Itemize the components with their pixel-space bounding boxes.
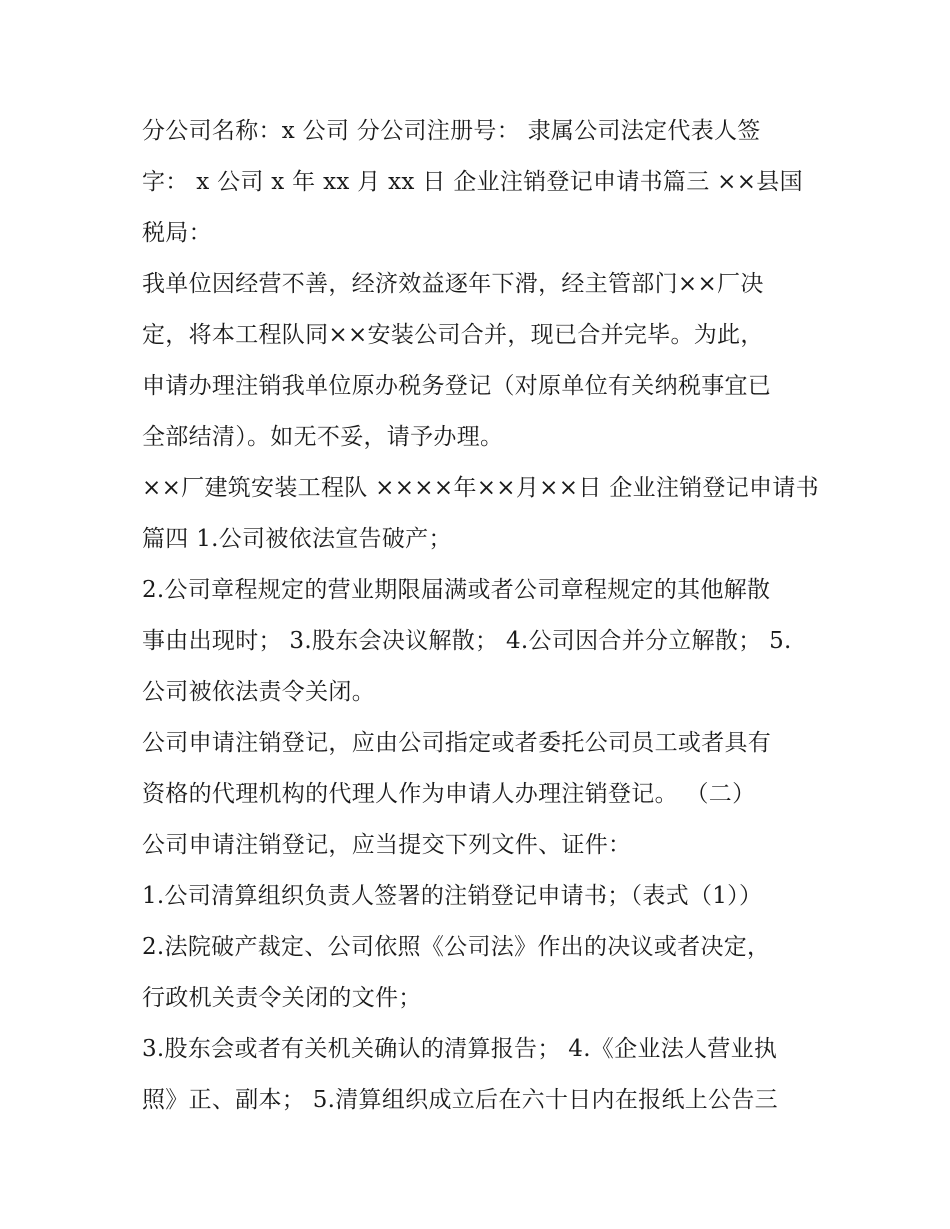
text-line: 行政机关责令关闭的文件； [142,985,422,1011]
text-line: 我单位因经营不善，经济效益逐年下滑，经主管部门××厂决 [142,271,764,297]
text-line: 2.法院破产裁定、公司依照《公司法》作出的决议或者决定， [142,934,771,960]
text-line: 1.公司清算组织负责人签署的注销登记申请书；（表式（1）） [142,883,763,909]
text-line: 资格的代理机构的代理人作为申请人办理注销登记。 （二） [142,781,756,807]
text-line: 公司被依法责令关闭。 [142,679,375,705]
text-line: 公司申请注销登记，应由公司指定或者委托公司员工或者具有 [142,730,772,756]
text-line: 3.股东会或者有关机关确认的清算报告； 4.《企业法人营业执 [142,1036,778,1062]
text-line: 定，将本工程队同××安装公司合并，现已合并完毕。为此， [142,322,764,348]
text-line: 事由出现时； 3.股东会决议解散； 4.公司因合并分立解散； 5. [142,628,792,654]
text-line: 照》正、副本； 5.清算组织成立后在六十日内在报纸上公告三 [142,1087,778,1113]
text-line: ××厂建筑安装工程队 ××××年××月××日 企业注销登记申请书 [142,475,819,501]
text-line: 申请办理注销我单位原办税务登记（对原单位有关纳税事宜已 [142,373,772,399]
text-line: 2.公司章程规定的营业期限届满或者公司章程规定的其他解散 [142,577,771,603]
text-line: 字： x 公司 x 年 xx 月 xx 日 企业注销登记申请书篇三 ××县国 [142,169,803,195]
document-body [142,106,822,1126]
text-line: 税局： [142,220,212,246]
text-line: 全部结清）。如无不妥，请予办理。 [142,424,504,450]
text-line: 公司申请注销登记，应当提交下列文件、证件： [142,832,632,858]
text-line: 分公司名称：x 公司 分公司注册号： 隶属公司法定代表人签 [142,118,761,144]
text-line: 篇四 1.公司被依法宣告破产； [142,526,452,552]
